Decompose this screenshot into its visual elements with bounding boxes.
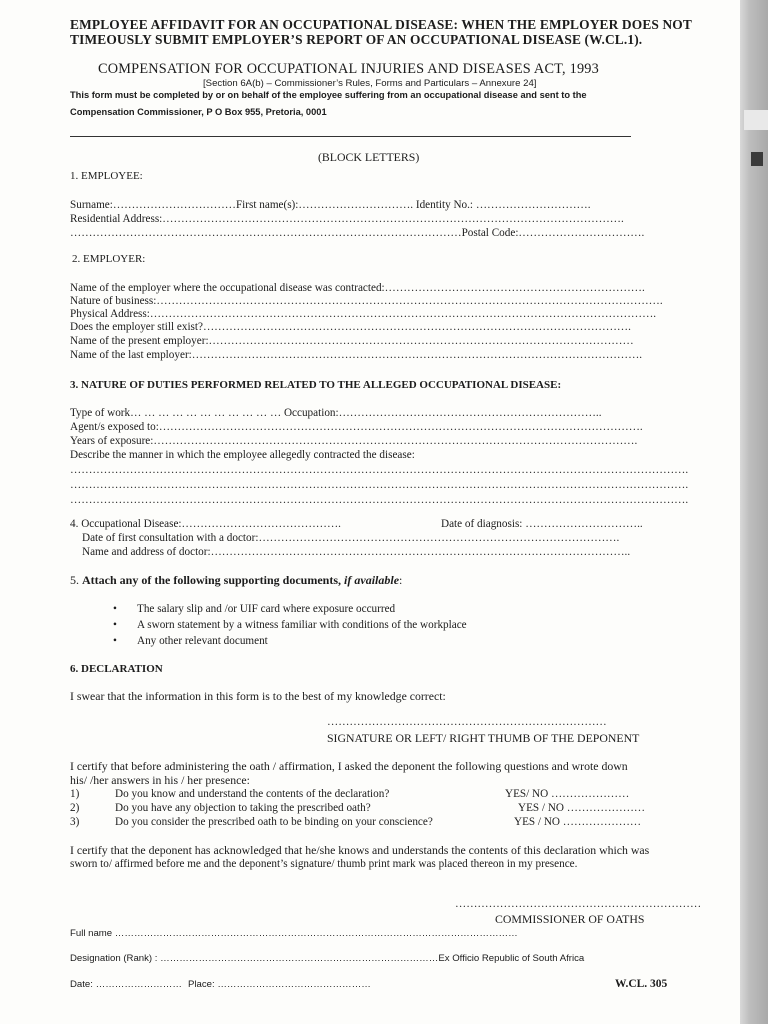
header-divider [70, 136, 631, 137]
attachment-item-text: The salary slip and /or UIF card where exposure occurred [137, 603, 396, 615]
occupational-disease-line[interactable]: 4. Occupational Disease:……………………………………. [70, 518, 341, 530]
certify-acknowledged-line1: I certify that the deponent has acknowledged that he/she knows and understands the contents of this declaration which was [70, 843, 650, 857]
deponent-signature-line[interactable]: ………………………………………………………………… [327, 716, 607, 728]
block-letters-note: (BLOCK LETTERS) [318, 150, 420, 164]
form-code: W.CL. 305 [615, 978, 668, 990]
type-of-work-line[interactable]: Type of work… … … … … … … … … … … Occupation:…………………………………………………………….. [70, 407, 602, 419]
postal-code-line[interactable]: ……………………………………………………………………………………………Postal Code:……………………………. [70, 227, 645, 239]
employer-name-line[interactable]: Name of the employer where the occupational disease was contracted:……………………………………………………………. [70, 282, 645, 294]
attachments-heading [70, 573, 402, 588]
first-consultation-line[interactable]: Date of first consultation with a doctor:……………………………………………………………………………………. [82, 532, 620, 544]
attachments-heading-colon: : [399, 573, 403, 587]
attachment-item-text: Any other relevant document [137, 635, 268, 647]
instruction-line2: Compensation Commissioner, P O Box 955, Pretoria, 0001 [70, 107, 327, 117]
date-line[interactable]: Date: ……………………… [70, 979, 182, 990]
place-line[interactable]: Place: ………………………………………… [188, 979, 371, 990]
physical-address-line[interactable]: Physical Address:………………………………………………………………………………………………………………………. [70, 308, 657, 320]
present-employer-line[interactable]: Name of the present employer:…………………………………………………………………………………………………… [70, 335, 634, 347]
duties-heading: 3. NATURE OF DUTIES PERFORMED RELATED TO THE ALLEGED OCCUPATIONAL DISEASE: [70, 379, 562, 391]
attachment-item-other [113, 635, 268, 647]
agents-exposed-line[interactable]: Agent/s exposed to:…………………………………………………………………………………………………………………. [70, 421, 643, 433]
question-answer-field[interactable]: YES/ NO ………………… [505, 788, 630, 800]
attachment-item-text: A sworn statement by a witness familiar with conditions of the workplace [137, 619, 467, 631]
employee-heading: 1. EMPLOYEE: [70, 170, 143, 182]
doctor-name-address-line[interactable]: Name and address of doctor:………………………………………………………………………………………………….. [82, 546, 631, 558]
question-answer-field[interactable]: YES / NO ………………… [514, 816, 642, 828]
employer-heading: 2. EMPLOYER: [72, 253, 146, 265]
bullet-icon: • [113, 635, 117, 647]
employee-name-line[interactable]: Surname:……………………………First name(s):…………………………. Identity No.: …………………………. [70, 199, 591, 211]
if-available-text: if available [344, 573, 400, 587]
scanner-tab [744, 110, 768, 130]
act-title: COMPENSATION FOR OCCUPATIONAL INJURIES AND DISEASES ACT, 1993 [98, 61, 600, 77]
question-text: Do you consider the prescribed oath to be binding on your conscience? [115, 816, 433, 828]
employer-exists-line[interactable]: Does the employer still exist?……………………………………………………………………………………………………. [70, 321, 631, 333]
question-number: 2) [70, 802, 80, 814]
certify-acknowledged-line2: sworn to/ affirmed before me and the deponent’s signature/ thumb print mark was placed thereon in my presence. [70, 858, 578, 870]
date-of-diagnosis-line[interactable]: Date of diagnosis: ………………………….. [441, 518, 643, 530]
commissioner-label: COMMISSIONER OF OATHS [495, 912, 645, 926]
section-reference: [Section 6A(b) – Commissioner’s Rules, Forms and Particulars – Annexure 24] [203, 78, 537, 89]
years-of-exposure-line[interactable]: Years of exposure:…………………………………………………………………………………………………………………. [70, 435, 638, 447]
certify-before-oath-line1: I certify that before administering the oath / affirmation, I asked the deponent the following questions and wrote down [70, 759, 628, 773]
bullet-icon: • [113, 619, 117, 631]
designation-line[interactable]: Designation (Rank) : ……………………………………………………………………………Ex Officio Republic of South Africa [70, 953, 585, 964]
nature-of-business-line[interactable]: Nature of business:………………………………………………………………………………………………………………………. [70, 295, 663, 307]
deponent-signature-label: SIGNATURE OR LEFT/ RIGHT THUMB OF THE DEPONENT [327, 731, 640, 745]
last-employer-line[interactable]: Name of the last employer:…………………………………………………………………………………………………………. [70, 349, 643, 361]
question-text: Do you know and understand the contents of the declaration? [115, 788, 390, 800]
manner-blank-line[interactable]: …………………………………………………………………………………………………………………………………………………. [70, 494, 689, 506]
certify-before-oath-line2: his/ /her answers in his / her presence: [70, 773, 250, 787]
form-title-line2: TIMEOUSLY SUBMIT EMPLOYER’S REPORT OF AN OCCUPATIONAL DISEASE (W.CL.1). [70, 32, 643, 47]
full-name-line[interactable]: Full name ……………………………………………………………………………………………………………… [70, 928, 518, 939]
attachment-item-salary-slip [113, 603, 395, 615]
instruction-line1: This form must be completed by or on behalf of the employee suffering from an occupational disease and sent to the [70, 90, 587, 100]
attachments-heading-text: Attach any of the following supporting documents, [82, 573, 342, 587]
swear-statement: I swear that the information in this form is to the best of my knowledge correct: [70, 689, 446, 703]
bullet-icon: • [113, 603, 117, 615]
attachment-item-sworn-statement [113, 619, 467, 631]
describe-manner-label: Describe the manner in which the employee allegedly contracted the disease: [70, 449, 415, 461]
manner-blank-line[interactable]: …………………………………………………………………………………………………………………………………………………. [70, 479, 689, 491]
question-number: 1) [70, 788, 80, 800]
commissioner-signature-line[interactable]: ………………………………………………………… [455, 898, 702, 910]
declaration-heading: 6. DECLARATION [70, 663, 163, 675]
question-answer-field[interactable]: YES / NO ………………… [518, 802, 646, 814]
question-text: Do you have any objection to taking the prescribed oath? [115, 802, 371, 814]
question-number: 3) [70, 816, 80, 828]
residential-address-line[interactable]: Residential Address:……………………………………………………………………………………………………………. [70, 213, 624, 225]
attachments-heading-number: 5. [70, 573, 79, 587]
scanner-mark [751, 152, 763, 166]
manner-blank-line[interactable]: …………………………………………………………………………………………………………………………………………………. [70, 464, 689, 476]
form-title-line1: EMPLOYEE AFFIDAVIT FOR AN OCCUPATIONAL DISEASE: WHEN THE EMPLOYER DOES NOT [70, 17, 692, 32]
